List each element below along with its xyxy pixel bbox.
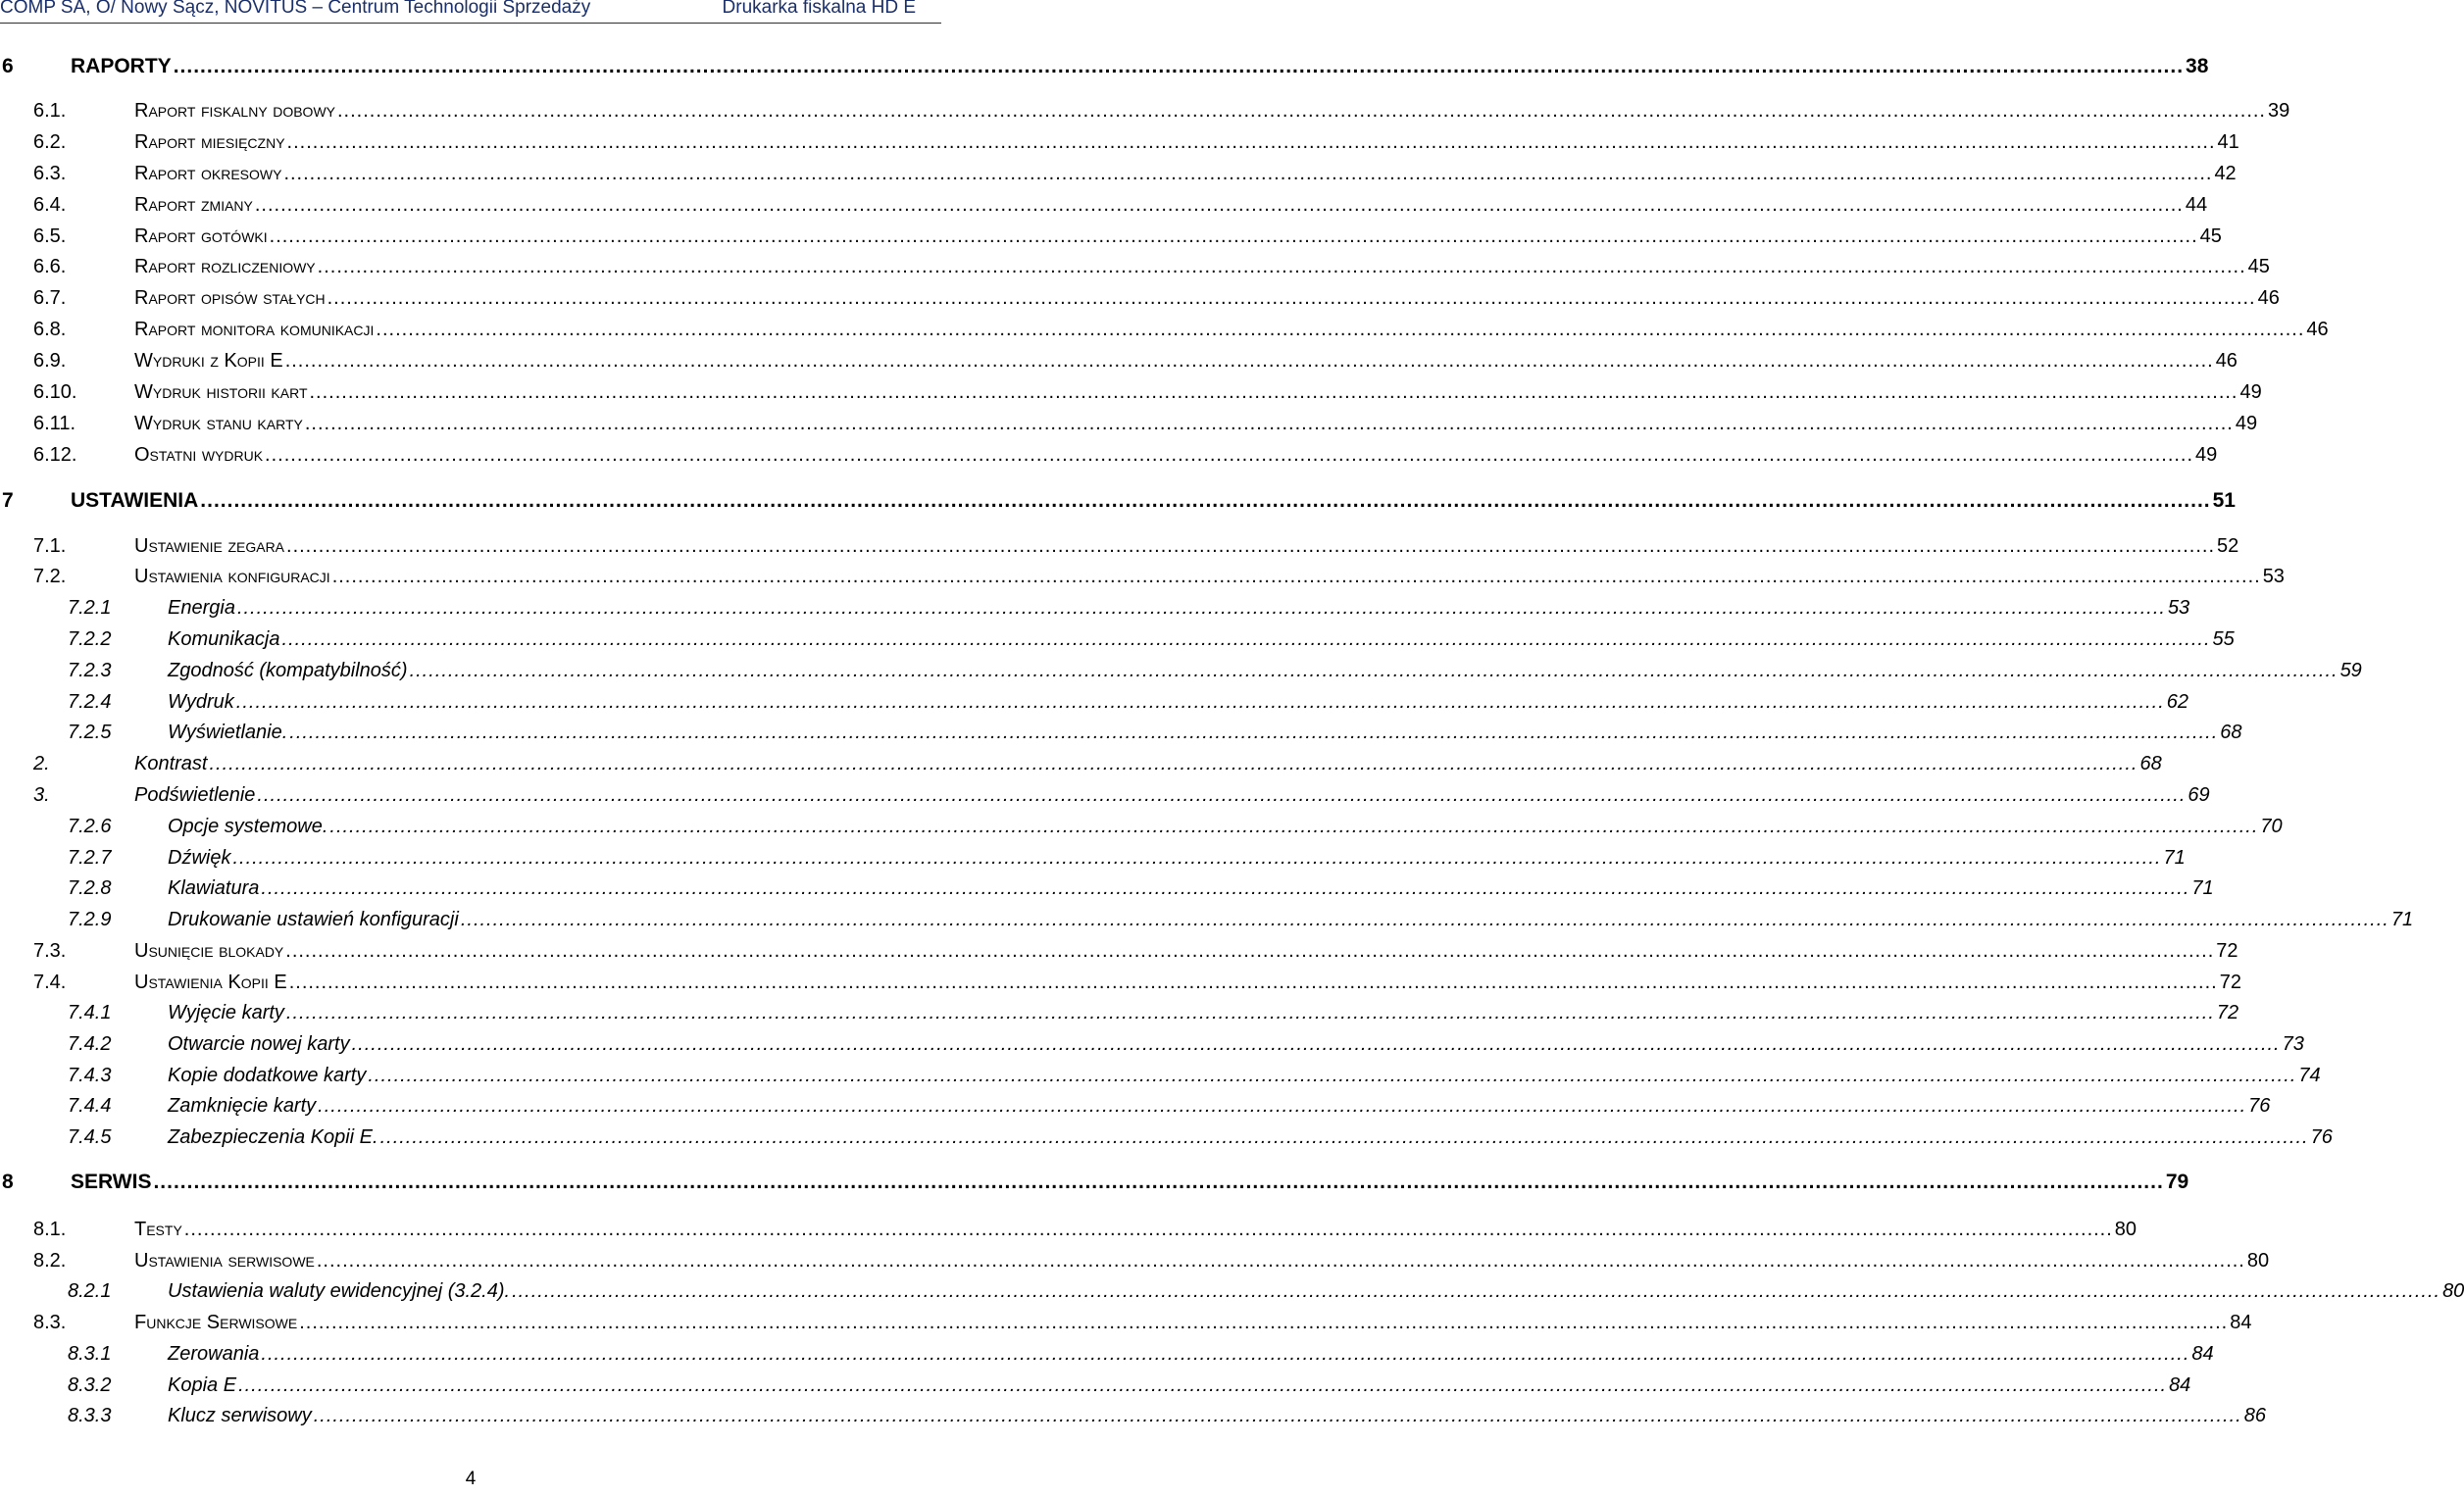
- toc-leader: ............................................................................................................................................................................................................................................................................................................: [265, 444, 2194, 466]
- toc-entry[interactable]: [0, 902, 2414, 931]
- toc-title: Wydruk historii kart: [134, 381, 308, 403]
- toc-number: 7.2.7: [68, 847, 112, 869]
- toc-entry[interactable]: [0, 406, 2258, 435]
- toc-page: 72: [2216, 940, 2238, 962]
- toc-leader: ............................................................................................................................................................................................................................................................................................................: [285, 940, 2215, 962]
- toc-number: 6: [2, 55, 14, 77]
- toc-title: Wydruki z Kopii E: [134, 350, 283, 372]
- toc-entry[interactable]: [0, 715, 2242, 744]
- toc-page: 72: [2216, 1002, 2239, 1023]
- toc-page: 53: [2262, 566, 2285, 587]
- toc-title: Ustawienia Kopii E: [134, 972, 287, 993]
- toc-entry[interactable]: [0, 684, 2189, 714]
- toc-number: 6.1.: [33, 100, 67, 122]
- toc-number: 3.: [33, 784, 50, 806]
- toc-leader: ............................................................................................................................................................................................................................................................................................................: [286, 131, 2216, 153]
- toc-title: Klawiatura: [168, 877, 260, 899]
- toc-leader: ............................................................................................................................................................................................................................................................................................................: [238, 1374, 2168, 1396]
- toc-entry[interactable]: [0, 1368, 2191, 1397]
- toc-entry[interactable]: [0, 93, 2290, 123]
- toc-leader: ............................................................................................................................................................................................................................................................................................................: [460, 909, 2389, 930]
- toc-page: 44: [2185, 194, 2208, 216]
- toc-leader: ............................................................................................................................................................................................................................................................................................................: [284, 350, 2214, 372]
- toc-leader: ............................................................................................................................................................................................................................................................................................................: [232, 847, 2162, 869]
- toc-page: 55: [2212, 628, 2235, 650]
- toc-number: 7.2.8: [68, 877, 112, 899]
- toc-leader: ............................................................................................................................................................................................................................................................................................................: [379, 1126, 2309, 1148]
- toc-title: Funkcje Serwisowe: [134, 1312, 298, 1333]
- toc-entry[interactable]: [0, 622, 2235, 651]
- toc-number: 8.2.1: [68, 1280, 112, 1302]
- toc-page: 53: [2167, 597, 2190, 619]
- toc-number: 6.10.: [33, 381, 77, 403]
- toc-number: 6.2.: [33, 131, 67, 153]
- toc-title: Ustawienia waluty ewidencyjnej (3.2.4).: [168, 1280, 511, 1302]
- toc-entry[interactable]: [0, 559, 2285, 588]
- toc-number: 7.2.9: [68, 909, 112, 930]
- toc-entry[interactable]: [0, 1088, 2271, 1118]
- toc-leader: ............................................................................................................................................................................................................................................................................................................: [269, 225, 2198, 247]
- toc-title: Raport gotówki: [134, 225, 268, 247]
- toc-leader: ............................................................................................................................................................................................................................................................................................................: [351, 1033, 2281, 1055]
- toc-title: Wydruk stanu karty: [134, 413, 303, 434]
- toc-title: Raport rozliczeniowy: [134, 256, 316, 277]
- toc-entry[interactable]: [0, 374, 2262, 404]
- toc-title: Ustawienie zegara: [134, 535, 285, 557]
- toc-leader: ............................................................................................................................................................................................................................................................................................................: [318, 1095, 2247, 1117]
- toc-page: 52: [2217, 535, 2239, 557]
- toc-number: 6.9.: [33, 350, 67, 372]
- toc-title: Opcje systemowe.: [168, 816, 328, 837]
- toc-leader: ............................................................................................................................................................................................................................................................................................................: [331, 566, 2261, 587]
- toc-leader: ............................................................................................................................................................................................................................................................................................................: [327, 287, 2256, 309]
- toc-leader: ............................................................................................................................................................................................................................................................................................................: [281, 628, 2211, 650]
- toc-title: Zgodność (kompatybilność): [168, 660, 408, 681]
- toc-title: Usunięcie blokady: [134, 940, 284, 962]
- header-product: Drukarka fiskalna HD E: [722, 0, 916, 18]
- toc-number: 7.4.2: [68, 1033, 112, 1055]
- toc-title: Energia: [168, 597, 235, 619]
- toc-page: 51: [2212, 489, 2236, 512]
- toc-page: 84: [2230, 1312, 2252, 1333]
- toc-title: Raport okresowy: [134, 163, 282, 184]
- toc-entry[interactable]: [0, 1398, 2266, 1427]
- toc-page: 84: [2169, 1374, 2191, 1396]
- toc-title: Kopie dodatkowe karty: [168, 1065, 367, 1086]
- toc-page: 59: [2339, 660, 2362, 681]
- toc-page: 86: [2243, 1405, 2266, 1426]
- toc-entry[interactable]: [0, 746, 2162, 775]
- toc-page: 62: [2166, 691, 2189, 713]
- toc-leader: ............................................................................................................................................................................................................................................................................................................: [309, 381, 2238, 403]
- toc-page: 80: [2442, 1280, 2464, 1302]
- toc-number: 6.4.: [33, 194, 67, 216]
- toc-number: 8.3.3: [68, 1405, 112, 1426]
- toc-leader: ............................................................................................................................................................................................................................................................................................................: [283, 163, 2213, 184]
- toc-title: Kontrast: [134, 753, 208, 774]
- toc-page: 68: [2139, 753, 2162, 774]
- toc-number: 7.4.: [33, 972, 67, 993]
- toc-page: 84: [2191, 1343, 2214, 1365]
- toc-entry[interactable]: [0, 219, 2222, 248]
- toc-number: 8: [2, 1171, 14, 1193]
- toc-leader: ............................................................................................................................................................................................................................................................................................................: [409, 660, 2338, 681]
- toc-leader: ............................................................................................................................................................................................................................................................................................................: [299, 1312, 2229, 1333]
- toc-page: 42: [2214, 163, 2237, 184]
- toc-number: 7.2.2: [68, 628, 112, 650]
- toc-number: 7.2.4: [68, 691, 112, 713]
- toc-title: Zamknięcie karty: [168, 1095, 317, 1117]
- toc-number: 8.3.1: [68, 1343, 112, 1365]
- toc-number: 6.5.: [33, 225, 67, 247]
- toc-number: 6.11.: [33, 413, 75, 434]
- toc-entry[interactable]: [0, 437, 2218, 467]
- toc-page: 49: [2235, 413, 2258, 434]
- toc-title: Wyjęcie karty: [168, 1002, 284, 1023]
- toc-page: 46: [2306, 319, 2329, 340]
- toc-title: Ustawienia serwisowe: [134, 1250, 315, 1272]
- toc-entry[interactable]: [0, 528, 2239, 558]
- toc-page: 45: [2247, 256, 2270, 277]
- toc-entry[interactable]: [0, 777, 2210, 807]
- toc-number: 2.: [33, 753, 50, 774]
- toc-number: 6.6.: [33, 256, 67, 277]
- toc-title: Raport fiskalny dobowy: [134, 100, 335, 122]
- toc-entry[interactable]: [0, 871, 2214, 900]
- toc-title: Testy: [134, 1219, 182, 1240]
- toc-entry[interactable]: [0, 1243, 2270, 1272]
- toc-number: 7.1.: [33, 535, 67, 557]
- toc-page: 68: [2220, 722, 2242, 743]
- toc-entry[interactable]: [0, 1273, 2464, 1303]
- toc-number: 7.3.: [33, 940, 67, 962]
- toc-leader: ............................................................................................................................................................................................................................................................................................................: [200, 489, 2211, 512]
- toc-entry[interactable]: [0, 249, 2270, 278]
- toc-page: 79: [2165, 1171, 2189, 1193]
- toc-title: USTAWIENIA: [71, 489, 199, 512]
- toc-title: Raport zmiany: [134, 194, 253, 216]
- toc-page: 71: [2390, 909, 2414, 930]
- toc-title: Raport opisów stałych: [134, 287, 326, 309]
- toc-title: Zabezpieczenia Kopii E.: [168, 1126, 378, 1148]
- header-company: COMP SA, O/ Nowy Sącz, NOVITUS – Centrum Technologii Sprzedaży: [0, 0, 591, 18]
- toc-page: 49: [2239, 381, 2262, 403]
- toc-title: RAPORTY: [71, 55, 172, 77]
- toc-page: 69: [2187, 784, 2210, 806]
- toc-leader: ............................................................................................................................................................................................................................................................................................................: [329, 816, 2259, 837]
- toc-page: 70: [2260, 816, 2283, 837]
- toc-title: Wyświetlanie.: [168, 722, 288, 743]
- toc-title: SERWIS: [71, 1171, 152, 1193]
- toc-leader: ............................................................................................................................................................................................................................................................................................................: [209, 753, 2138, 774]
- toc-leader: ............................................................................................................................................................................................................................................................................................................: [173, 55, 2185, 77]
- toc-leader: ............................................................................................................................................................................................................................................................................................................: [512, 1280, 2441, 1302]
- toc-number: 7.4.1: [68, 1002, 112, 1023]
- toc-leader: ............................................................................................................................................................................................................................................................................................................: [288, 972, 2218, 993]
- toc-entry[interactable]: [0, 1305, 2252, 1334]
- toc-page: 38: [2186, 55, 2209, 77]
- toc-title: Otwarcie nowej karty: [168, 1033, 350, 1055]
- toc-leader: ............................................................................................................................................................................................................................................................................................................: [337, 100, 2266, 122]
- toc-entry[interactable]: [0, 590, 2190, 620]
- page-number: 4: [465, 1469, 477, 1489]
- page-header: [0, 0, 941, 24]
- toc-page: 73: [2282, 1033, 2304, 1055]
- toc-leader: ............................................................................................................................................................................................................................................................................................................: [317, 256, 2246, 277]
- toc-number: 7.4.5: [68, 1126, 112, 1148]
- toc-leader: ............................................................................................................................................................................................................................................................................................................: [289, 722, 2219, 743]
- toc-page: 41: [2217, 131, 2239, 153]
- toc-title: Raport monitora komunikacji: [134, 319, 375, 340]
- toc-leader: ............................................................................................................................................................................................................................................................................................................: [153, 1171, 2164, 1193]
- toc-leader: ............................................................................................................................................................................................................................................................................................................: [368, 1065, 2297, 1086]
- toc-title: Klucz serwisowy: [168, 1405, 312, 1426]
- toc-leader: ............................................................................................................................................................................................................................................................................................................: [261, 877, 2190, 899]
- toc-number: 7: [2, 489, 14, 512]
- toc-entry[interactable]: [0, 1120, 2333, 1149]
- toc-entry[interactable]: [0, 840, 2186, 870]
- toc-entry[interactable]: [0, 1026, 2304, 1056]
- toc-page: 71: [2163, 847, 2186, 869]
- toc-number: 7.2.5: [68, 722, 112, 743]
- toc-number: 6.3.: [33, 163, 67, 184]
- toc-page: 71: [2191, 877, 2214, 899]
- toc-page: 76: [2248, 1095, 2271, 1117]
- toc-leader: ............................................................................................................................................................................................................................................................................................................: [254, 194, 2184, 216]
- toc-page: 49: [2195, 444, 2218, 466]
- toc-number: 7.2.3: [68, 660, 112, 681]
- toc-entry[interactable]: [0, 653, 2362, 682]
- toc-entry[interactable]: [0, 343, 2238, 373]
- toc-entry[interactable]: [0, 280, 2280, 310]
- toc-page: 45: [2199, 225, 2222, 247]
- toc-number: 6.8.: [33, 319, 67, 340]
- toc-title: Ustawienia konfiguracji: [134, 566, 330, 587]
- toc-entry[interactable]: [0, 809, 2283, 838]
- toc-page: 46: [2257, 287, 2280, 309]
- toc-leader: ............................................................................................................................................................................................................................................................................................................: [183, 1219, 2113, 1240]
- toc-leader: ............................................................................................................................................................................................................................................................................................................: [286, 535, 2216, 557]
- toc-entry[interactable]: [0, 187, 2208, 217]
- toc-title: Raport miesięczny: [134, 131, 285, 153]
- toc-page: 72: [2219, 972, 2241, 993]
- toc-leader: ............................................................................................................................................................................................................................................................................................................: [285, 1002, 2215, 1023]
- toc-title: Dźwięk: [168, 847, 231, 869]
- toc-title: Kopia E: [168, 1374, 237, 1396]
- toc-number: 7.2.6: [68, 816, 112, 837]
- toc-page: 80: [2246, 1250, 2270, 1272]
- toc-number: 8.1.: [33, 1219, 67, 1240]
- toc-entry[interactable]: [0, 965, 2241, 994]
- toc-number: 7.2.: [33, 566, 67, 587]
- toc-number: 6.12.: [33, 444, 77, 466]
- toc-entry[interactable]: [0, 483, 2236, 513]
- toc-title: Komunikacja: [168, 628, 280, 650]
- toc-entry[interactable]: [0, 995, 2239, 1024]
- toc-entry[interactable]: [0, 312, 2329, 341]
- toc-leader: ............................................................................................................................................................................................................................................................................................................: [376, 319, 2305, 340]
- toc-entry[interactable]: [0, 49, 2209, 78]
- toc-leader: ............................................................................................................................................................................................................................................................................................................: [236, 597, 2166, 619]
- toc-title: Podświetlenie: [134, 784, 256, 806]
- toc-page: 80: [2114, 1219, 2137, 1240]
- toc-number: 8.3.2: [68, 1374, 112, 1396]
- toc-leader: ............................................................................................................................................................................................................................................................................................................: [261, 1343, 2190, 1365]
- toc-leader: ............................................................................................................................................................................................................................................................................................................: [304, 413, 2234, 434]
- toc-title: Zerowania: [168, 1343, 260, 1365]
- toc-number: 7.2.1: [68, 597, 112, 619]
- toc-entry[interactable]: [0, 1212, 2137, 1241]
- toc-page: 39: [2268, 100, 2290, 122]
- toc-entry[interactable]: [0, 1165, 2189, 1194]
- toc-number: 8.3.: [33, 1312, 67, 1333]
- toc-number: 7.4.4: [68, 1095, 112, 1117]
- toc-number: 6.7.: [33, 287, 67, 309]
- toc-entry[interactable]: [0, 125, 2239, 154]
- toc-page: 46: [2215, 350, 2238, 372]
- toc-number: 7.4.3: [68, 1065, 112, 1086]
- toc-number: 8.2.: [33, 1250, 67, 1272]
- toc-leader: ............................................................................................................................................................................................................................................................................................................: [257, 784, 2187, 806]
- toc-entry[interactable]: [0, 156, 2237, 185]
- toc-leader: ............................................................................................................................................................................................................................................................................................................: [313, 1405, 2242, 1426]
- toc-entry[interactable]: [0, 933, 2238, 963]
- toc-entry[interactable]: [0, 1336, 2214, 1366]
- toc-leader: ............................................................................................................................................................................................................................................................................................................: [316, 1250, 2245, 1272]
- toc-entry[interactable]: [0, 1058, 2321, 1087]
- toc-leader: ............................................................................................................................................................................................................................................................................................................: [235, 691, 2165, 713]
- toc-title: Wydruk: [168, 691, 234, 713]
- toc-title: Ostatni wydruk: [134, 444, 264, 466]
- toc-page: 74: [2298, 1065, 2321, 1086]
- toc-title: Drukowanie ustawień konfiguracji: [168, 909, 459, 930]
- toc-page: 76: [2310, 1126, 2333, 1148]
